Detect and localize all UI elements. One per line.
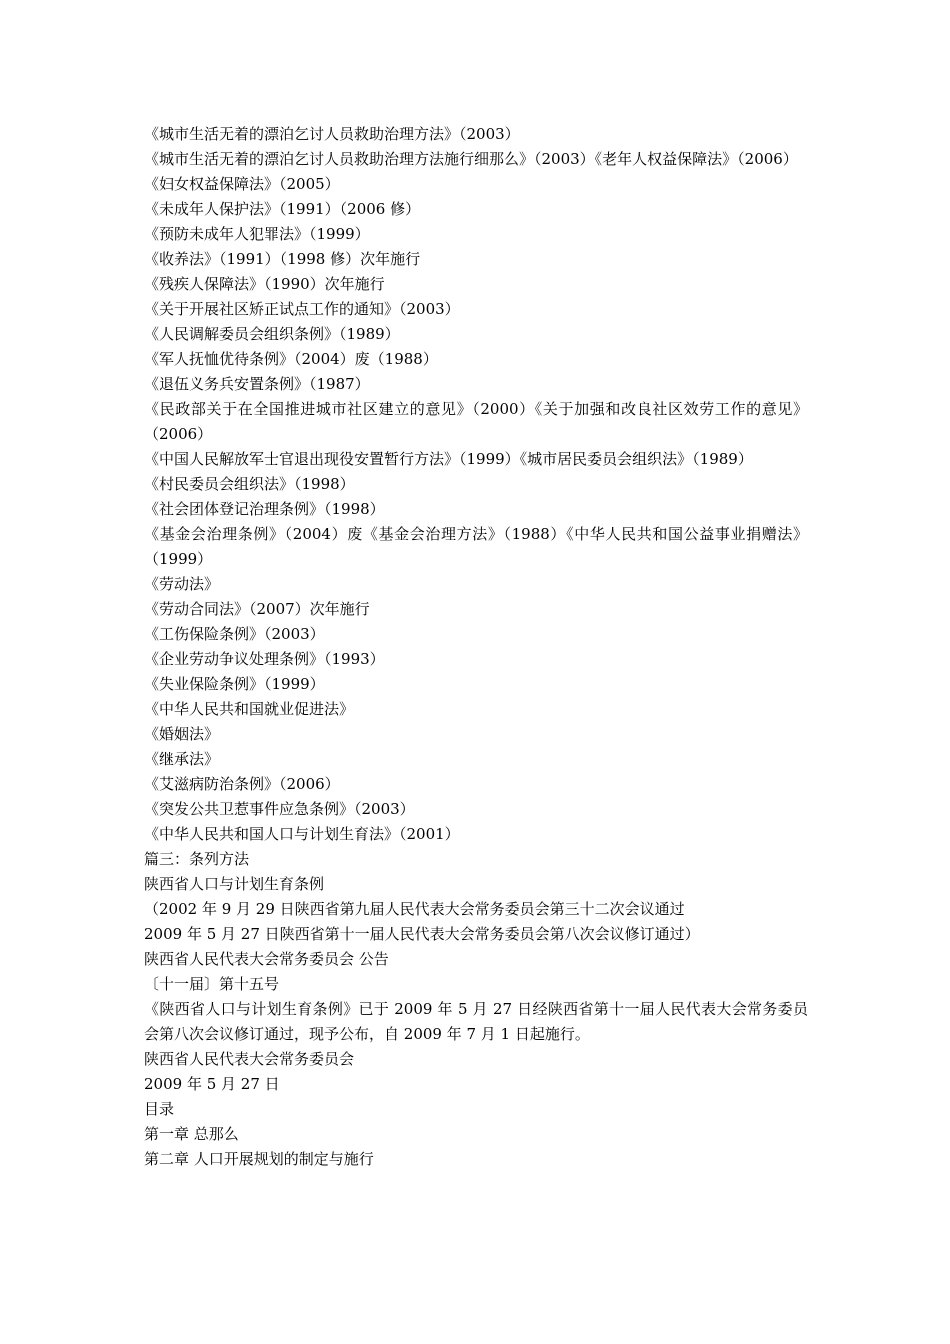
text-line: 《预防未成年人犯罪法》（1999）	[144, 225, 370, 243]
text-line: 《劳动合同法》（2007）次年施行	[144, 600, 370, 618]
text-line: 《关于开展社区矫正试点工作的通知》（2003）	[144, 300, 460, 318]
text-line: 《劳动法》	[144, 575, 220, 593]
text-line: 《继承法》	[144, 750, 220, 768]
text-line: 《军人抚恤优待条例》（2004）废（1988）	[144, 350, 438, 368]
text-line: 《妇女权益保障法》（2005）	[144, 175, 340, 193]
section-heading: 篇三：条列方法	[144, 850, 250, 868]
text-line: 《退伍义务兵安置条例》（1987）	[144, 375, 370, 393]
text-line: 《社会团体登记治理条例》（1998）	[144, 500, 385, 518]
text-line: 《婚姻法》	[144, 725, 220, 743]
text-line: 《城市生活无着的漂泊乞讨人员救助治理方法》（2003）	[144, 125, 520, 143]
text-line: 《失业保险条例》（1999）	[144, 675, 325, 693]
text-paragraph: 《中国人民解放军士官退出现役安置暂行方法》（1999）《城市居民委员会组织法》（1989）	[144, 450, 753, 468]
text-line: 《企业劳动争议处理条例》（1993）	[144, 650, 385, 668]
document-body	[144, 122, 808, 1172]
toc-heading: 目录	[144, 1100, 175, 1118]
text-line: 《人民调解委员会组织条例》（1989）	[144, 325, 400, 343]
text-line: 〔十一届〕第十五号	[144, 975, 280, 993]
document-title: 陕西省人口与计划生育条例	[144, 875, 325, 893]
text-paragraph: 《陕西省人口与计划生育条例》已于 2009 年 5 月 27 日经陕西省第十一届人民代表大会常务委员会第八次会议修订通过，现予公布，自 2009 年 7 月 1 日起施行。	[144, 1000, 808, 1043]
text-paragraph: 《城市生活无着的漂泊乞讨人员救助治理方法施行细那么》（2003）《老年人权益保障法》（2006）	[144, 150, 798, 168]
text-line: 《工伤保险条例》（2003）	[144, 625, 325, 643]
text-line: 2009 年 5 月 27 日陕西省第十一届人民代表大会常务委员会第八次会议修订通过）	[144, 925, 700, 943]
text-line: 陕西省人民代表大会常务委员会	[144, 1050, 355, 1068]
text-paragraph: 《民政部关于在全国推进城市社区建立的意见》（2000）《关于加强和改良社区效劳工作的意见》（2006）	[144, 400, 808, 443]
text-line: 陕西省人民代表大会常务委员会 公告	[144, 950, 389, 968]
toc-item: 第二章 人口开展规划的制定与施行	[144, 1150, 374, 1168]
text-line: 《收养法》（1991）（1998 修）次年施行	[144, 250, 421, 268]
text-line: 《中华人民共和国人口与计划生育法》（2001）	[144, 825, 460, 843]
text-line: 《中华人民共和国就业促进法》	[144, 700, 355, 718]
toc-item: 第一章 总那么	[144, 1125, 239, 1143]
text-line: 《村民委员会组织法》（1998）	[144, 475, 355, 493]
text-paragraph: 《基金会治理条例》（2004）废《基金会治理方法》（1988）《中华人民共和国公益事业捐赠法》（1999）	[144, 525, 808, 568]
text-line: 2009 年 5 月 27 日	[144, 1075, 280, 1093]
text-line: 《残疾人保障法》（1990）次年施行	[144, 275, 385, 293]
text-line: （2002 年 9 月 29 日陕西省第九届人民代表大会常务委员会第三十二次会议通过	[144, 900, 685, 918]
text-line: 《未成年人保护法》（1991）（2006 修）	[144, 200, 421, 218]
text-line: 《艾滋病防治条例》（2006）	[144, 775, 340, 793]
text-line: 《突发公共卫惹事件应急条例》（2003）	[144, 800, 415, 818]
